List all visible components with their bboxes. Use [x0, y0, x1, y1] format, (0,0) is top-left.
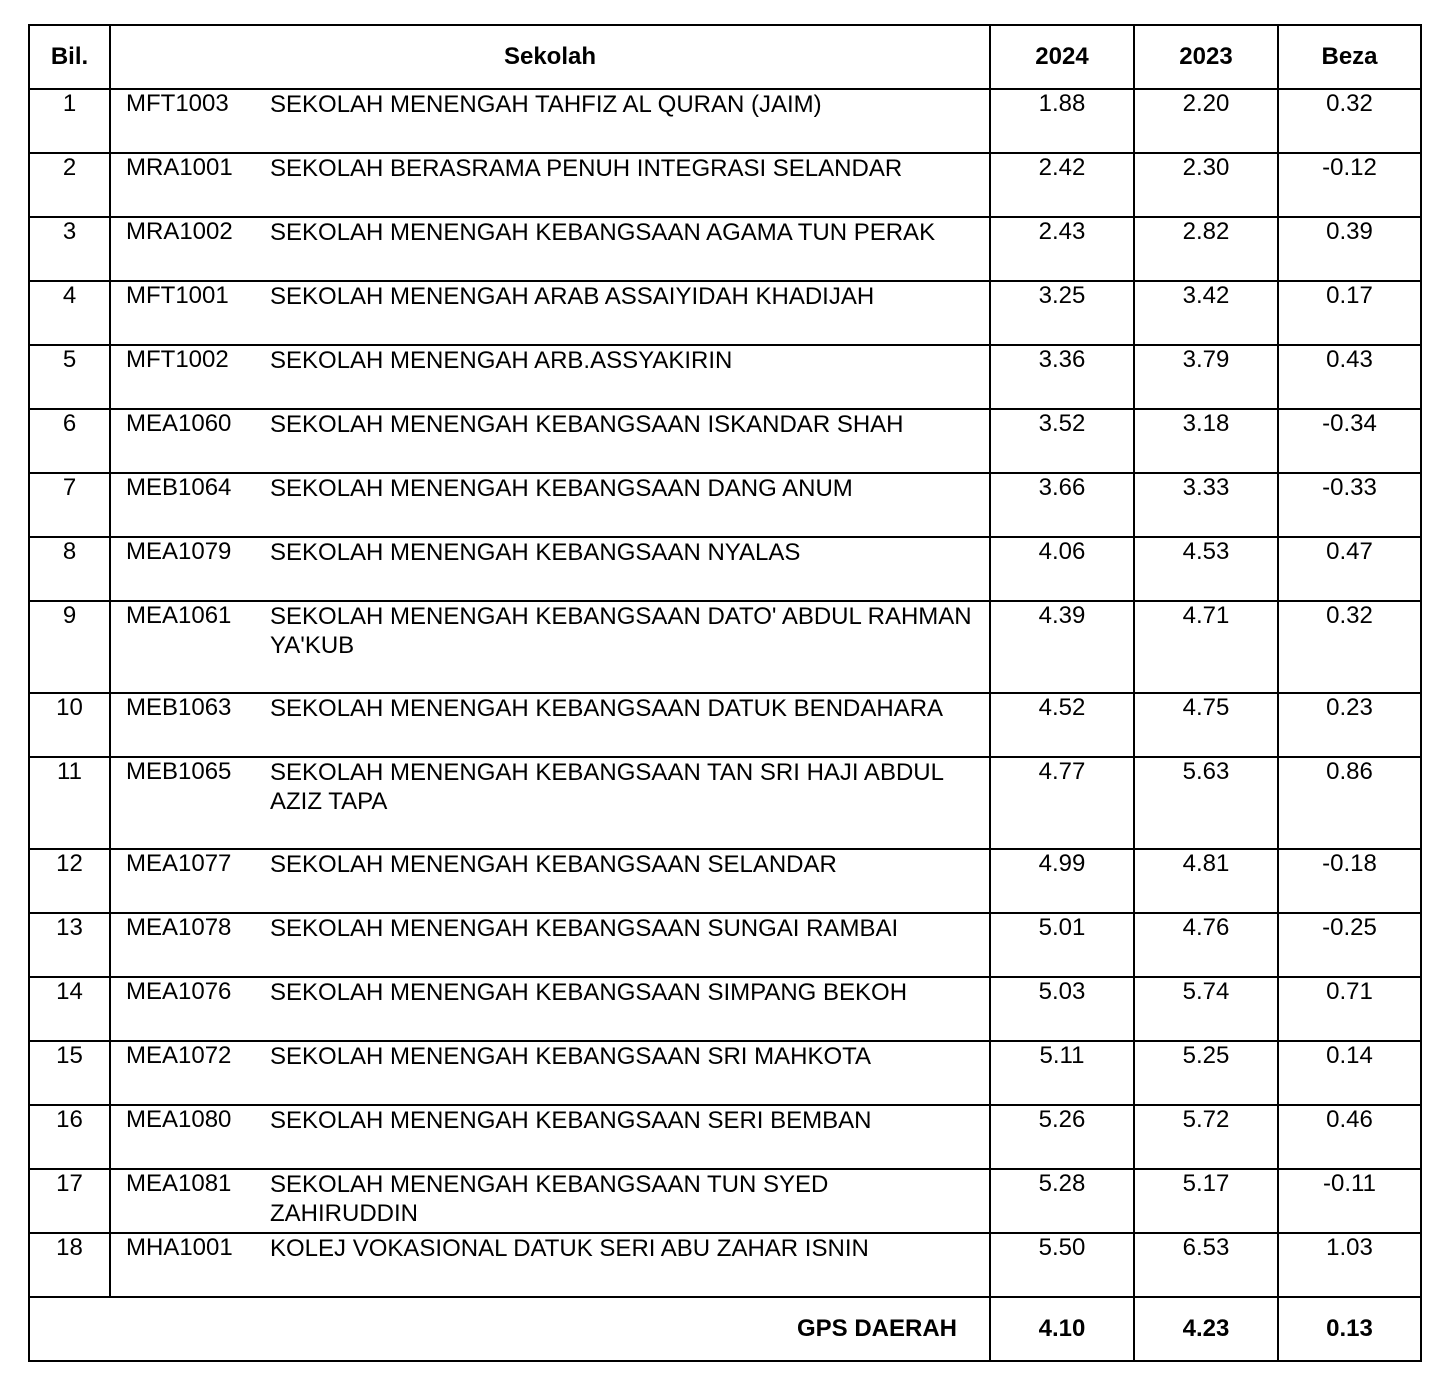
- cell-bil: 7: [29, 473, 110, 537]
- cell-sekolah: [110, 1105, 990, 1169]
- footer-row: [29, 1297, 1421, 1361]
- cell-2024: 5.03: [990, 977, 1134, 1041]
- cell-2023: 3.79: [1134, 345, 1278, 409]
- table-row: [29, 913, 1421, 977]
- cell-2024: 5.50: [990, 1233, 1134, 1297]
- cell-bil: 5: [29, 345, 110, 409]
- table-row: [29, 89, 1421, 153]
- cell-bil: 17: [29, 1169, 110, 1233]
- school-name: SEKOLAH MENENGAH KEBANGSAAN ISKANDAR SHAH: [270, 411, 904, 438]
- cell-2023: 3.42: [1134, 281, 1278, 345]
- cell-beza: -0.11: [1278, 1169, 1421, 1233]
- table-row: [29, 849, 1421, 913]
- cell-2023: 4.81: [1134, 849, 1278, 913]
- school-code: MFT1001: [126, 282, 229, 309]
- footer-2023: 4.23: [1134, 1297, 1278, 1361]
- cell-beza: 0.86: [1278, 757, 1421, 849]
- school-code: MEA1076: [126, 978, 232, 1005]
- cell-2023: 3.18: [1134, 409, 1278, 473]
- cell-bil: 18: [29, 1233, 110, 1297]
- cell-2023: 5.25: [1134, 1041, 1278, 1105]
- cell-sekolah: [110, 345, 990, 409]
- cell-bil: 14: [29, 977, 110, 1041]
- cell-sekolah: [110, 1041, 990, 1105]
- cell-2023: 4.76: [1134, 913, 1278, 977]
- header-beza: Beza: [1278, 25, 1421, 89]
- cell-2023: 2.20: [1134, 89, 1278, 153]
- table-row: [29, 1105, 1421, 1169]
- table-row: [29, 977, 1421, 1041]
- cell-beza: -0.18: [1278, 849, 1421, 913]
- cell-2024: 4.39: [990, 601, 1134, 693]
- school-code: MEA1060: [126, 410, 232, 437]
- cell-beza: 0.46: [1278, 1105, 1421, 1169]
- table-body: [29, 89, 1421, 1297]
- cell-2023: 4.75: [1134, 693, 1278, 757]
- cell-2024: 4.52: [990, 693, 1134, 757]
- table-row: [29, 153, 1421, 217]
- school-name: SEKOLAH MENENGAH KEBANGSAAN SRI MAHKOTA: [270, 1043, 872, 1070]
- cell-2023: 5.17: [1134, 1169, 1278, 1233]
- cell-2024: 2.42: [990, 153, 1134, 217]
- school-code: MRA1002: [126, 218, 233, 245]
- cell-2024: 4.06: [990, 537, 1134, 601]
- school-code: MFT1002: [126, 346, 229, 373]
- cell-sekolah: [110, 601, 990, 693]
- cell-2024: 2.43: [990, 217, 1134, 281]
- table-row: [29, 345, 1421, 409]
- school-code: MEB1064: [126, 474, 232, 501]
- cell-bil: 12: [29, 849, 110, 913]
- school-name: SEKOLAH MENENGAH KEBANGSAAN SELANDAR: [270, 851, 837, 878]
- school-name: SEKOLAH MENENGAH KEBANGSAAN DATUK BENDAHARA: [270, 695, 944, 722]
- school-name: SEKOLAH MENENGAH KEBANGSAAN AGAMA TUN PERAK: [270, 219, 936, 246]
- cell-2024: 5.11: [990, 1041, 1134, 1105]
- school-name: SEKOLAH MENENGAH KEBANGSAAN DANG ANUM: [270, 475, 853, 502]
- school-name: SEKOLAH MENENGAH KEBANGSAAN NYALAS: [270, 539, 801, 566]
- cell-beza: 0.17: [1278, 281, 1421, 345]
- footer-2024: 4.10: [990, 1297, 1134, 1361]
- cell-sekolah: [110, 1233, 990, 1297]
- footer-beza: 0.13: [1278, 1297, 1421, 1361]
- cell-2024: 4.77: [990, 757, 1134, 849]
- school-code: MEB1063: [126, 694, 232, 721]
- header-row: [29, 25, 1421, 89]
- cell-sekolah: [110, 977, 990, 1041]
- cell-sekolah: [110, 153, 990, 217]
- cell-beza: 0.23: [1278, 693, 1421, 757]
- school-code: MEA1077: [126, 850, 232, 877]
- school-code: MFT1003: [126, 90, 229, 117]
- cell-bil: 6: [29, 409, 110, 473]
- school-name: SEKOLAH MENENGAH KEBANGSAAN DATO' ABDUL RAHMAN YA'KUB: [270, 603, 972, 659]
- school-code: MEA1078: [126, 914, 232, 941]
- cell-2023: 2.30: [1134, 153, 1278, 217]
- table-row: [29, 473, 1421, 537]
- cell-2024: 5.01: [990, 913, 1134, 977]
- school-name: SEKOLAH MENENGAH KEBANGSAAN SUNGAI RAMBAI: [270, 915, 899, 942]
- table-row: [29, 281, 1421, 345]
- cell-2024: 3.66: [990, 473, 1134, 537]
- school-code: MEA1081: [126, 1170, 232, 1197]
- table-row: [29, 1169, 1421, 1233]
- cell-sekolah: [110, 281, 990, 345]
- school-name: SEKOLAH MENENGAH ARAB ASSAIYIDAH KHADIJAH: [270, 283, 875, 310]
- cell-sekolah: [110, 757, 990, 849]
- table-row: [29, 693, 1421, 757]
- cell-bil: 13: [29, 913, 110, 977]
- footer-label: GPS DAERAH: [29, 1297, 990, 1361]
- cell-beza: 0.39: [1278, 217, 1421, 281]
- cell-bil: 2: [29, 153, 110, 217]
- table-row: [29, 601, 1421, 693]
- school-name: SEKOLAH MENENGAH ARB.ASSYAKIRIN: [270, 347, 733, 374]
- cell-bil: 8: [29, 537, 110, 601]
- school-name: SEKOLAH MENENGAH KEBANGSAAN TUN SYED ZAHIRUDDIN: [270, 1171, 829, 1227]
- school-code: MEA1080: [126, 1106, 232, 1133]
- school-name: SEKOLAH MENENGAH KEBANGSAAN SIMPANG BEKOH: [270, 979, 908, 1006]
- cell-sekolah: [110, 1169, 990, 1233]
- school-name: SEKOLAH MENENGAH KEBANGSAAN SERI BEMBAN: [270, 1107, 872, 1134]
- cell-beza: -0.25: [1278, 913, 1421, 977]
- cell-2024: 5.28: [990, 1169, 1134, 1233]
- cell-bil: 10: [29, 693, 110, 757]
- header-2023: 2023: [1134, 25, 1278, 89]
- table-row: [29, 757, 1421, 849]
- cell-beza: -0.34: [1278, 409, 1421, 473]
- cell-2024: 1.88: [990, 89, 1134, 153]
- school-name: SEKOLAH BERASRAMA PENUH INTEGRASI SELANDAR: [270, 155, 903, 182]
- cell-beza: 1.03: [1278, 1233, 1421, 1297]
- table-row: [29, 1041, 1421, 1105]
- cell-sekolah: [110, 693, 990, 757]
- school-code: MEA1061: [126, 602, 232, 629]
- cell-2024: 4.99: [990, 849, 1134, 913]
- cell-2023: 4.53: [1134, 537, 1278, 601]
- table-row: [29, 217, 1421, 281]
- cell-2024: 5.26: [990, 1105, 1134, 1169]
- cell-beza: 0.32: [1278, 89, 1421, 153]
- cell-2024: 3.25: [990, 281, 1134, 345]
- school-code: MHA1001: [126, 1234, 233, 1261]
- cell-2023: 4.71: [1134, 601, 1278, 693]
- table-row: [29, 1233, 1421, 1297]
- cell-sekolah: [110, 409, 990, 473]
- cell-bil: 15: [29, 1041, 110, 1105]
- cell-sekolah: [110, 89, 990, 153]
- table-row: [29, 537, 1421, 601]
- cell-2024: 3.52: [990, 409, 1134, 473]
- school-name: SEKOLAH MENENGAH TAHFIZ AL QURAN (JAIM): [270, 91, 822, 118]
- school-code: MRA1001: [126, 154, 233, 181]
- school-code: MEB1065: [126, 758, 232, 785]
- cell-2023: 5.74: [1134, 977, 1278, 1041]
- cell-bil: 9: [29, 601, 110, 693]
- header-sekolah: Sekolah: [110, 25, 990, 89]
- cell-2023: 5.72: [1134, 1105, 1278, 1169]
- cell-beza: 0.14: [1278, 1041, 1421, 1105]
- cell-2024: 3.36: [990, 345, 1134, 409]
- cell-sekolah: [110, 473, 990, 537]
- table-row: [29, 409, 1421, 473]
- cell-sekolah: [110, 913, 990, 977]
- cell-beza: 0.47: [1278, 537, 1421, 601]
- gps-table: [28, 24, 1422, 1362]
- cell-beza: -0.12: [1278, 153, 1421, 217]
- cell-bil: 3: [29, 217, 110, 281]
- cell-beza: -0.33: [1278, 473, 1421, 537]
- school-name: SEKOLAH MENENGAH KEBANGSAAN TAN SRI HAJI ABDUL AZIZ TAPA: [270, 759, 944, 815]
- cell-sekolah: [110, 217, 990, 281]
- cell-sekolah: [110, 537, 990, 601]
- school-code: MEA1079: [126, 538, 232, 565]
- cell-2023: 2.82: [1134, 217, 1278, 281]
- header-bil: Bil.: [29, 25, 110, 89]
- cell-bil: 16: [29, 1105, 110, 1169]
- cell-beza: 0.32: [1278, 601, 1421, 693]
- school-name: KOLEJ VOKASIONAL DATUK SERI ABU ZAHAR ISNIN: [270, 1235, 869, 1262]
- cell-2023: 3.33: [1134, 473, 1278, 537]
- header-2024: 2024: [990, 25, 1134, 89]
- cell-bil: 4: [29, 281, 110, 345]
- cell-2023: 5.63: [1134, 757, 1278, 849]
- school-code: MEA1072: [126, 1042, 232, 1069]
- cell-beza: 0.43: [1278, 345, 1421, 409]
- cell-bil: 1: [29, 89, 110, 153]
- cell-bil: 11: [29, 757, 110, 849]
- cell-2023: 6.53: [1134, 1233, 1278, 1297]
- cell-beza: 0.71: [1278, 977, 1421, 1041]
- cell-sekolah: [110, 849, 990, 913]
